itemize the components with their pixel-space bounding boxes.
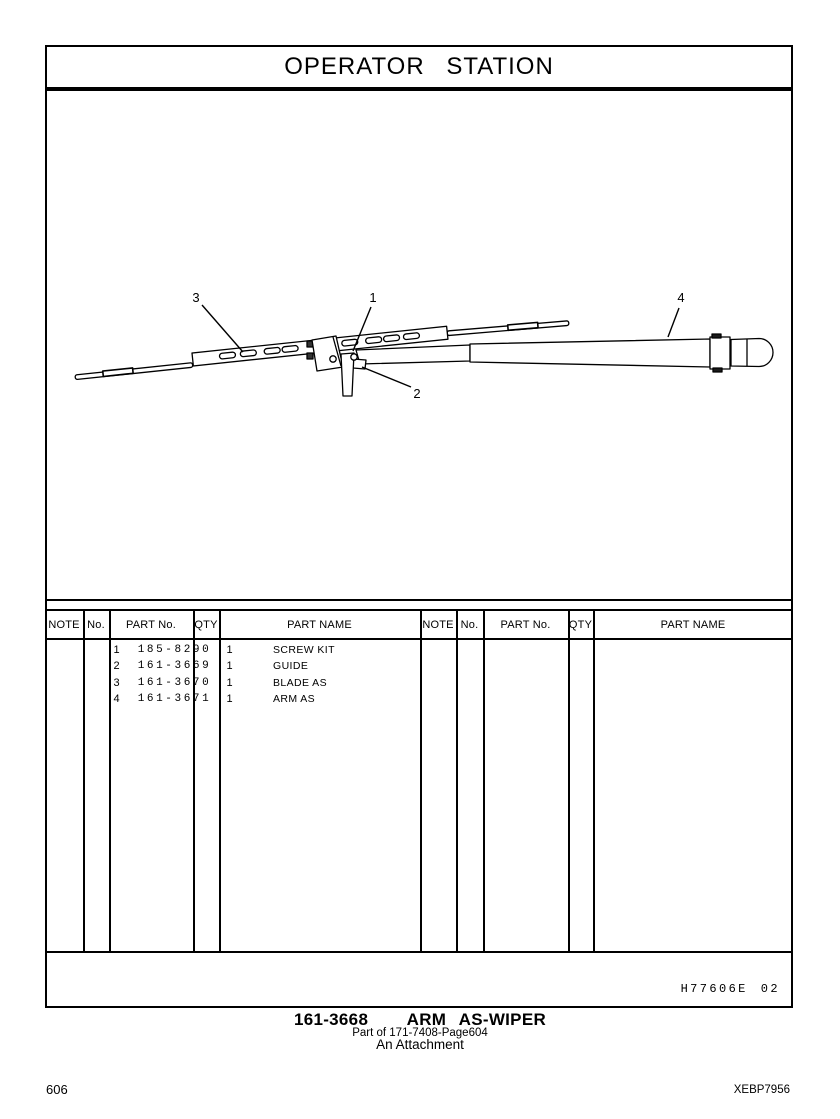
table-row (45, 658, 793, 675)
blade-left-rod (75, 362, 193, 380)
callout-2: 2 (413, 386, 421, 401)
col-header-qty-2: QTY (568, 618, 593, 631)
page-number: 606 (46, 1082, 68, 1097)
table-bottom-line (45, 951, 793, 953)
screw-left (330, 356, 336, 362)
attachment-note: An Attachment (376, 1037, 464, 1052)
row-part-name: SCREW KIT (273, 643, 335, 656)
assembly-title: 161-3668 ARM AS-WIPER (293, 1010, 547, 1029)
col-header-part-name: PART NAME (287, 618, 352, 631)
diagram-bottom-line (45, 599, 793, 601)
row-qty: 1 (226, 693, 233, 705)
col-header-no-2: No. (460, 618, 479, 631)
col-header-note-2: NOTE (422, 618, 454, 631)
row-no: 3 (113, 676, 120, 689)
callout-3: 3 (192, 290, 200, 305)
drawing-code: H77606E (680, 982, 748, 996)
row-qty: 1 (226, 643, 233, 656)
row-qty: 1 (226, 660, 233, 672)
row-no: 4 (113, 693, 120, 705)
row-no: 1 (113, 643, 120, 656)
table-row (45, 674, 793, 691)
row-part-name: BLADE AS (273, 676, 327, 689)
col-header-part-no-2: PART No. (500, 618, 551, 631)
row-qty: 1 (226, 676, 233, 689)
col-header-qty: QTY (194, 618, 218, 631)
drawing-reference (45, 982, 780, 996)
col-header-note: NOTE (48, 618, 80, 631)
row-part-name: ARM AS (273, 693, 316, 705)
row-no: 2 (113, 660, 120, 672)
row-part-no: 161-3671 (137, 693, 212, 705)
row-part-no: 161-3670 (137, 676, 212, 689)
wiper-assembly-diagram (45, 91, 793, 601)
table-row (45, 691, 793, 708)
row-part-name: GUIDE (273, 660, 309, 672)
screw-right (351, 354, 357, 360)
table-row (45, 641, 793, 658)
callout-1: 1 (369, 290, 377, 305)
row-part-no: 161-3669 (137, 660, 212, 672)
row-part-no: 185-8290 (137, 643, 212, 656)
document-code: XEBP7956 (733, 1084, 790, 1096)
blade-right-rod (447, 320, 569, 336)
col-header-no: No. (87, 618, 105, 631)
parent-reference: Part of 171-7408-Page604 (352, 1027, 488, 1039)
drawing-revision: 02 (760, 982, 780, 996)
col-header-part-no: PART No. (126, 618, 176, 631)
col-header-part-name-2: PART NAME (660, 618, 726, 631)
callout-4: 4 (677, 290, 685, 305)
page-title: OPERATOR STATION (284, 53, 554, 80)
